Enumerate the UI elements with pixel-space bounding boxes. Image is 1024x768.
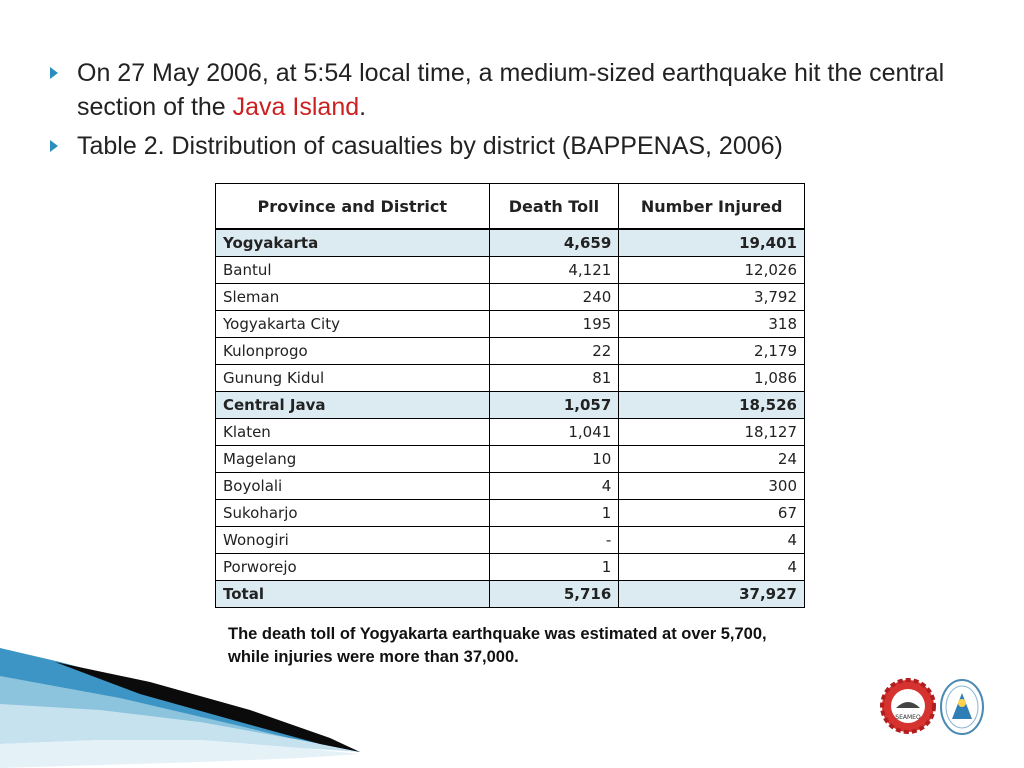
bullet-text-end: . xyxy=(359,93,367,121)
cell-district: Kulonprogo xyxy=(216,338,490,365)
cell-injured: 12,026 xyxy=(619,257,805,284)
table-header-row xyxy=(216,184,805,230)
cell-injured: 3,792 xyxy=(619,284,805,311)
cell-death-toll: 1,041 xyxy=(489,419,619,446)
cell-death-toll: 22 xyxy=(489,338,619,365)
cell-injured: 1,086 xyxy=(619,365,805,392)
cell-injured: 300 xyxy=(619,473,805,500)
table-row xyxy=(216,527,805,554)
cell-death-toll: 4,659 xyxy=(489,229,619,257)
cell-district: Boyolali xyxy=(216,473,490,500)
cell-injured: 4 xyxy=(619,527,805,554)
table-row xyxy=(216,365,805,392)
cell-injured: 24 xyxy=(619,446,805,473)
cell-district: Total xyxy=(216,581,490,608)
cell-district: Yogyakarta xyxy=(216,229,490,257)
cell-death-toll: 4 xyxy=(489,473,619,500)
cell-death-toll: 1,057 xyxy=(489,392,619,419)
cell-district: Central Java xyxy=(216,392,490,419)
svg-text:SEAMEO: SEAMEO xyxy=(895,714,921,721)
cell-injured: 19,401 xyxy=(619,229,805,257)
cell-death-toll: 4,121 xyxy=(489,257,619,284)
cell-death-toll: 240 xyxy=(489,284,619,311)
cell-district: Sleman xyxy=(216,284,490,311)
table-row xyxy=(216,473,805,500)
cell-death-toll: 81 xyxy=(489,365,619,392)
cell-death-toll: 1 xyxy=(489,554,619,581)
cell-injured: 2,179 xyxy=(619,338,805,365)
table-group-row xyxy=(216,581,805,608)
cell-death-toll: 10 xyxy=(489,446,619,473)
cell-injured: 37,927 xyxy=(619,581,805,608)
cell-injured: 18,526 xyxy=(619,392,805,419)
seameo-logo-icon xyxy=(880,678,936,734)
casualties-table xyxy=(215,183,805,608)
cell-district: Bantul xyxy=(216,257,490,284)
cell-death-toll: - xyxy=(489,527,619,554)
table-caption: Table 2. Distribution of casualties by district (BAPPENAS, 2006) xyxy=(77,132,783,160)
table-row xyxy=(216,257,805,284)
cell-injured: 18,127 xyxy=(619,419,805,446)
cell-district: Klaten xyxy=(216,419,490,446)
cell-death-toll: 195 xyxy=(489,311,619,338)
cell-district: Magelang xyxy=(216,446,490,473)
cell-district: Porworejo xyxy=(216,554,490,581)
table-group-row xyxy=(216,229,805,257)
cell-injured: 318 xyxy=(619,311,805,338)
table-row xyxy=(216,446,805,473)
table-row xyxy=(216,419,805,446)
table-row xyxy=(216,338,805,365)
cell-district: Wonogiri xyxy=(216,527,490,554)
institution-seal-icon xyxy=(940,679,984,735)
header-injured: Number Injured xyxy=(619,184,805,230)
bullet-highlight: Java Island xyxy=(232,93,360,121)
bullet-text: On 27 May 2006, at 5:54 local time, a medium-sized earthquake hit the central section of the xyxy=(77,59,945,121)
cell-district: Gunung Kidul xyxy=(216,365,490,392)
table-row xyxy=(216,284,805,311)
table-row xyxy=(216,500,805,527)
decorative-swoosh xyxy=(0,640,440,768)
table-group-row xyxy=(216,392,805,419)
cell-death-toll: 1 xyxy=(489,500,619,527)
cell-district: Sukoharjo xyxy=(216,500,490,527)
table-row xyxy=(216,554,805,581)
cell-injured: 4 xyxy=(619,554,805,581)
header-district: Province and District xyxy=(216,184,490,230)
cell-injured: 67 xyxy=(619,500,805,527)
cell-death-toll: 5,716 xyxy=(489,581,619,608)
header-death-toll: Death Toll xyxy=(489,184,619,230)
cell-district: Yogyakarta City xyxy=(216,311,490,338)
table-row xyxy=(216,311,805,338)
summary-note: The death toll of Yogyakarta earthquake was estimated at over 5,700, while injuries were more than 37,000. xyxy=(228,625,767,666)
bullet-arrow-icon xyxy=(50,140,58,152)
bullet-arrow-icon xyxy=(50,67,58,79)
